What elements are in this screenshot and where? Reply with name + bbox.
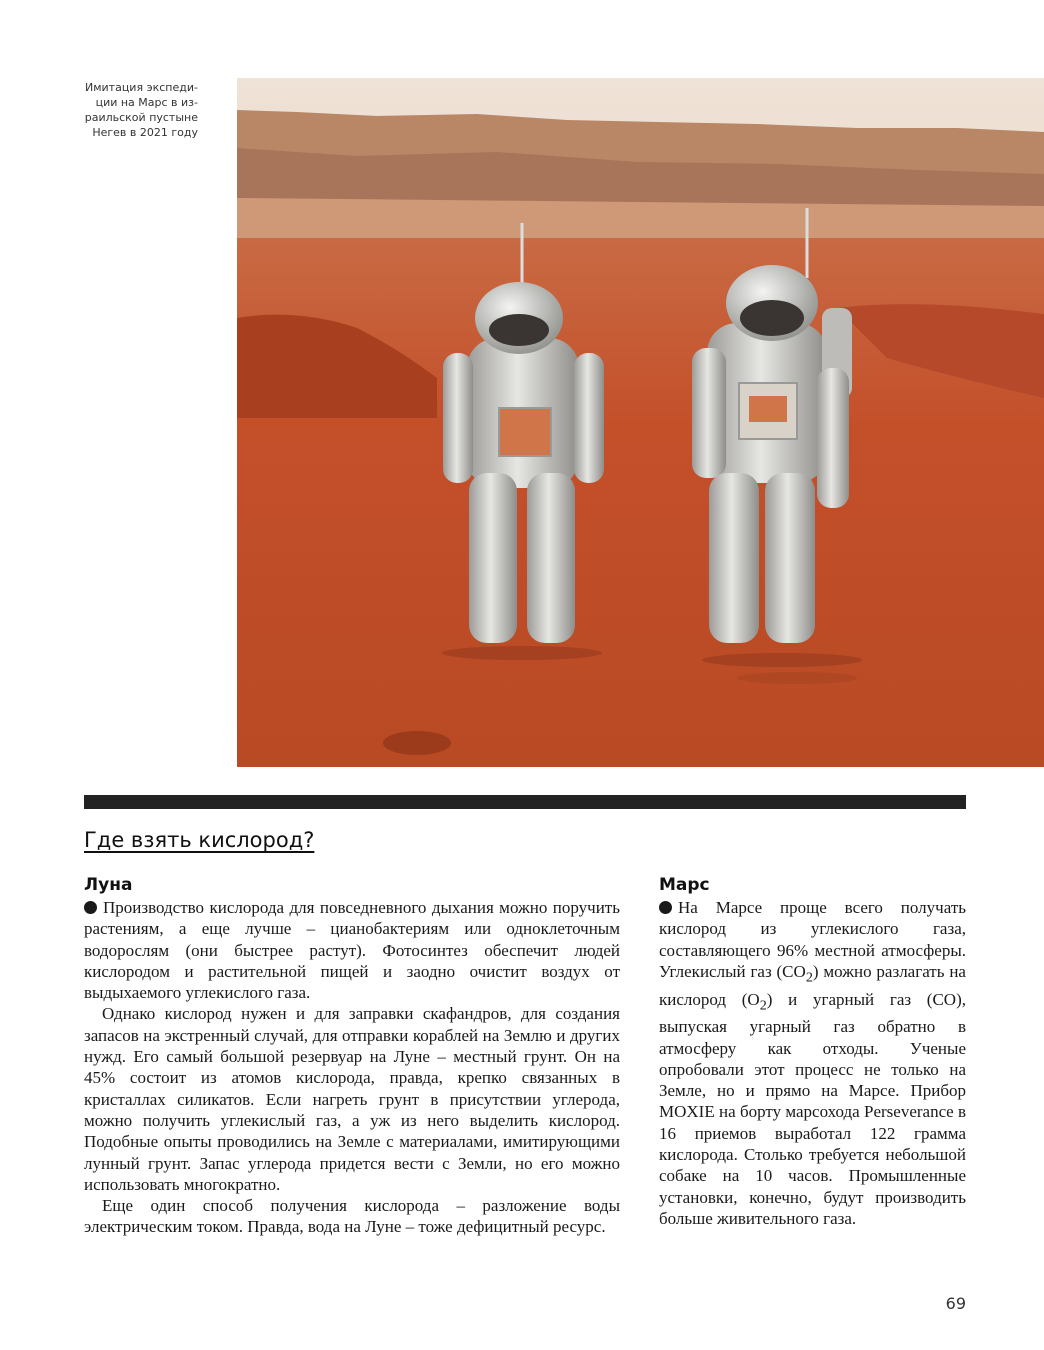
photo-illustration [237, 78, 1044, 767]
section-title: Где взять кислород? [84, 828, 315, 852]
mars-column [659, 874, 966, 1229]
photo-caption [74, 80, 198, 140]
moon-paragraph-text: Производство кислорода для повседневного дыхания можно поручить растениям, а еще лучше – цианобактериям или одноклеточным водорослям (они быстрее растут). Фотосинтез обеспечит людей кислородом и растительной пищей и заодно очистит воздух от выдыхаемого углекислого газа. [84, 898, 620, 1003]
subscript: 2 [805, 969, 813, 986]
caption-line: Имитация экспеди- [85, 81, 198, 94]
moon-title: Луна [84, 875, 133, 895]
caption-line: ции на Марс в из- [95, 96, 198, 109]
moon-paragraph: Еще один способ получения кислорода – разложение воды электрическим током. Правда, вода на Луне – тоже дефицитный ресурс. [84, 1196, 620, 1237]
mars-paragraph [659, 897, 966, 1229]
moon-paragraph: Однако кислород нужен и для заправки скафандров, для создания запасов на экстренный случай, для отправки кораблей на Землю и других нужд. Его самый большой резервуар на Луне – местный грунт. Он на 45% состоит из атомов кислорода, правда, крепко связанных в кристаллах силикатов. Если нагреть грунт в присутствии углерода, можно получить углекислый газ, а уж из него выделить кислород. Подобные опыты проводились на Земле с материалами, имитирующими лунный грунт. Запас углерода придется вести с Земли, но его можно использовать многократно. [84, 1004, 620, 1194]
page-number: 69 [945, 1294, 966, 1313]
section-rule [84, 795, 966, 809]
subscript: 2 [759, 996, 767, 1013]
mars-text-part: ) можно разлагать на кислород (O [659, 961, 966, 1009]
bullet-icon [659, 901, 672, 914]
mars-simulation-photo [237, 78, 1044, 767]
mars-title: Марс [659, 875, 710, 895]
moon-column [84, 874, 620, 1238]
mars-text-part: На Марсе проще всего получать кислород из углекислого газа, составляющего 96% местной атмосферы. Углекислый газ (CO [659, 898, 966, 981]
caption-line: раильской пустыне [84, 111, 198, 124]
caption-line: Негев в 2021 году [92, 126, 198, 139]
mars-text-part: ) и угарный газ (CO), выпуская угарный газ обратно в атмосферу как отходы. Ученые опробовали этот процесс не только на Земле, но и прямо на Марсе. Прибор MOXIE на борту марсохода Perseverance в 16 приемов выработал 122 грамма кислорода. Столько требуется небольшой собаке на 10 часов. Промышленные установки, конечно, будут производить больше живительного газа. [659, 989, 966, 1228]
bullet-icon [84, 901, 97, 914]
moon-paragraph [84, 897, 620, 1003]
